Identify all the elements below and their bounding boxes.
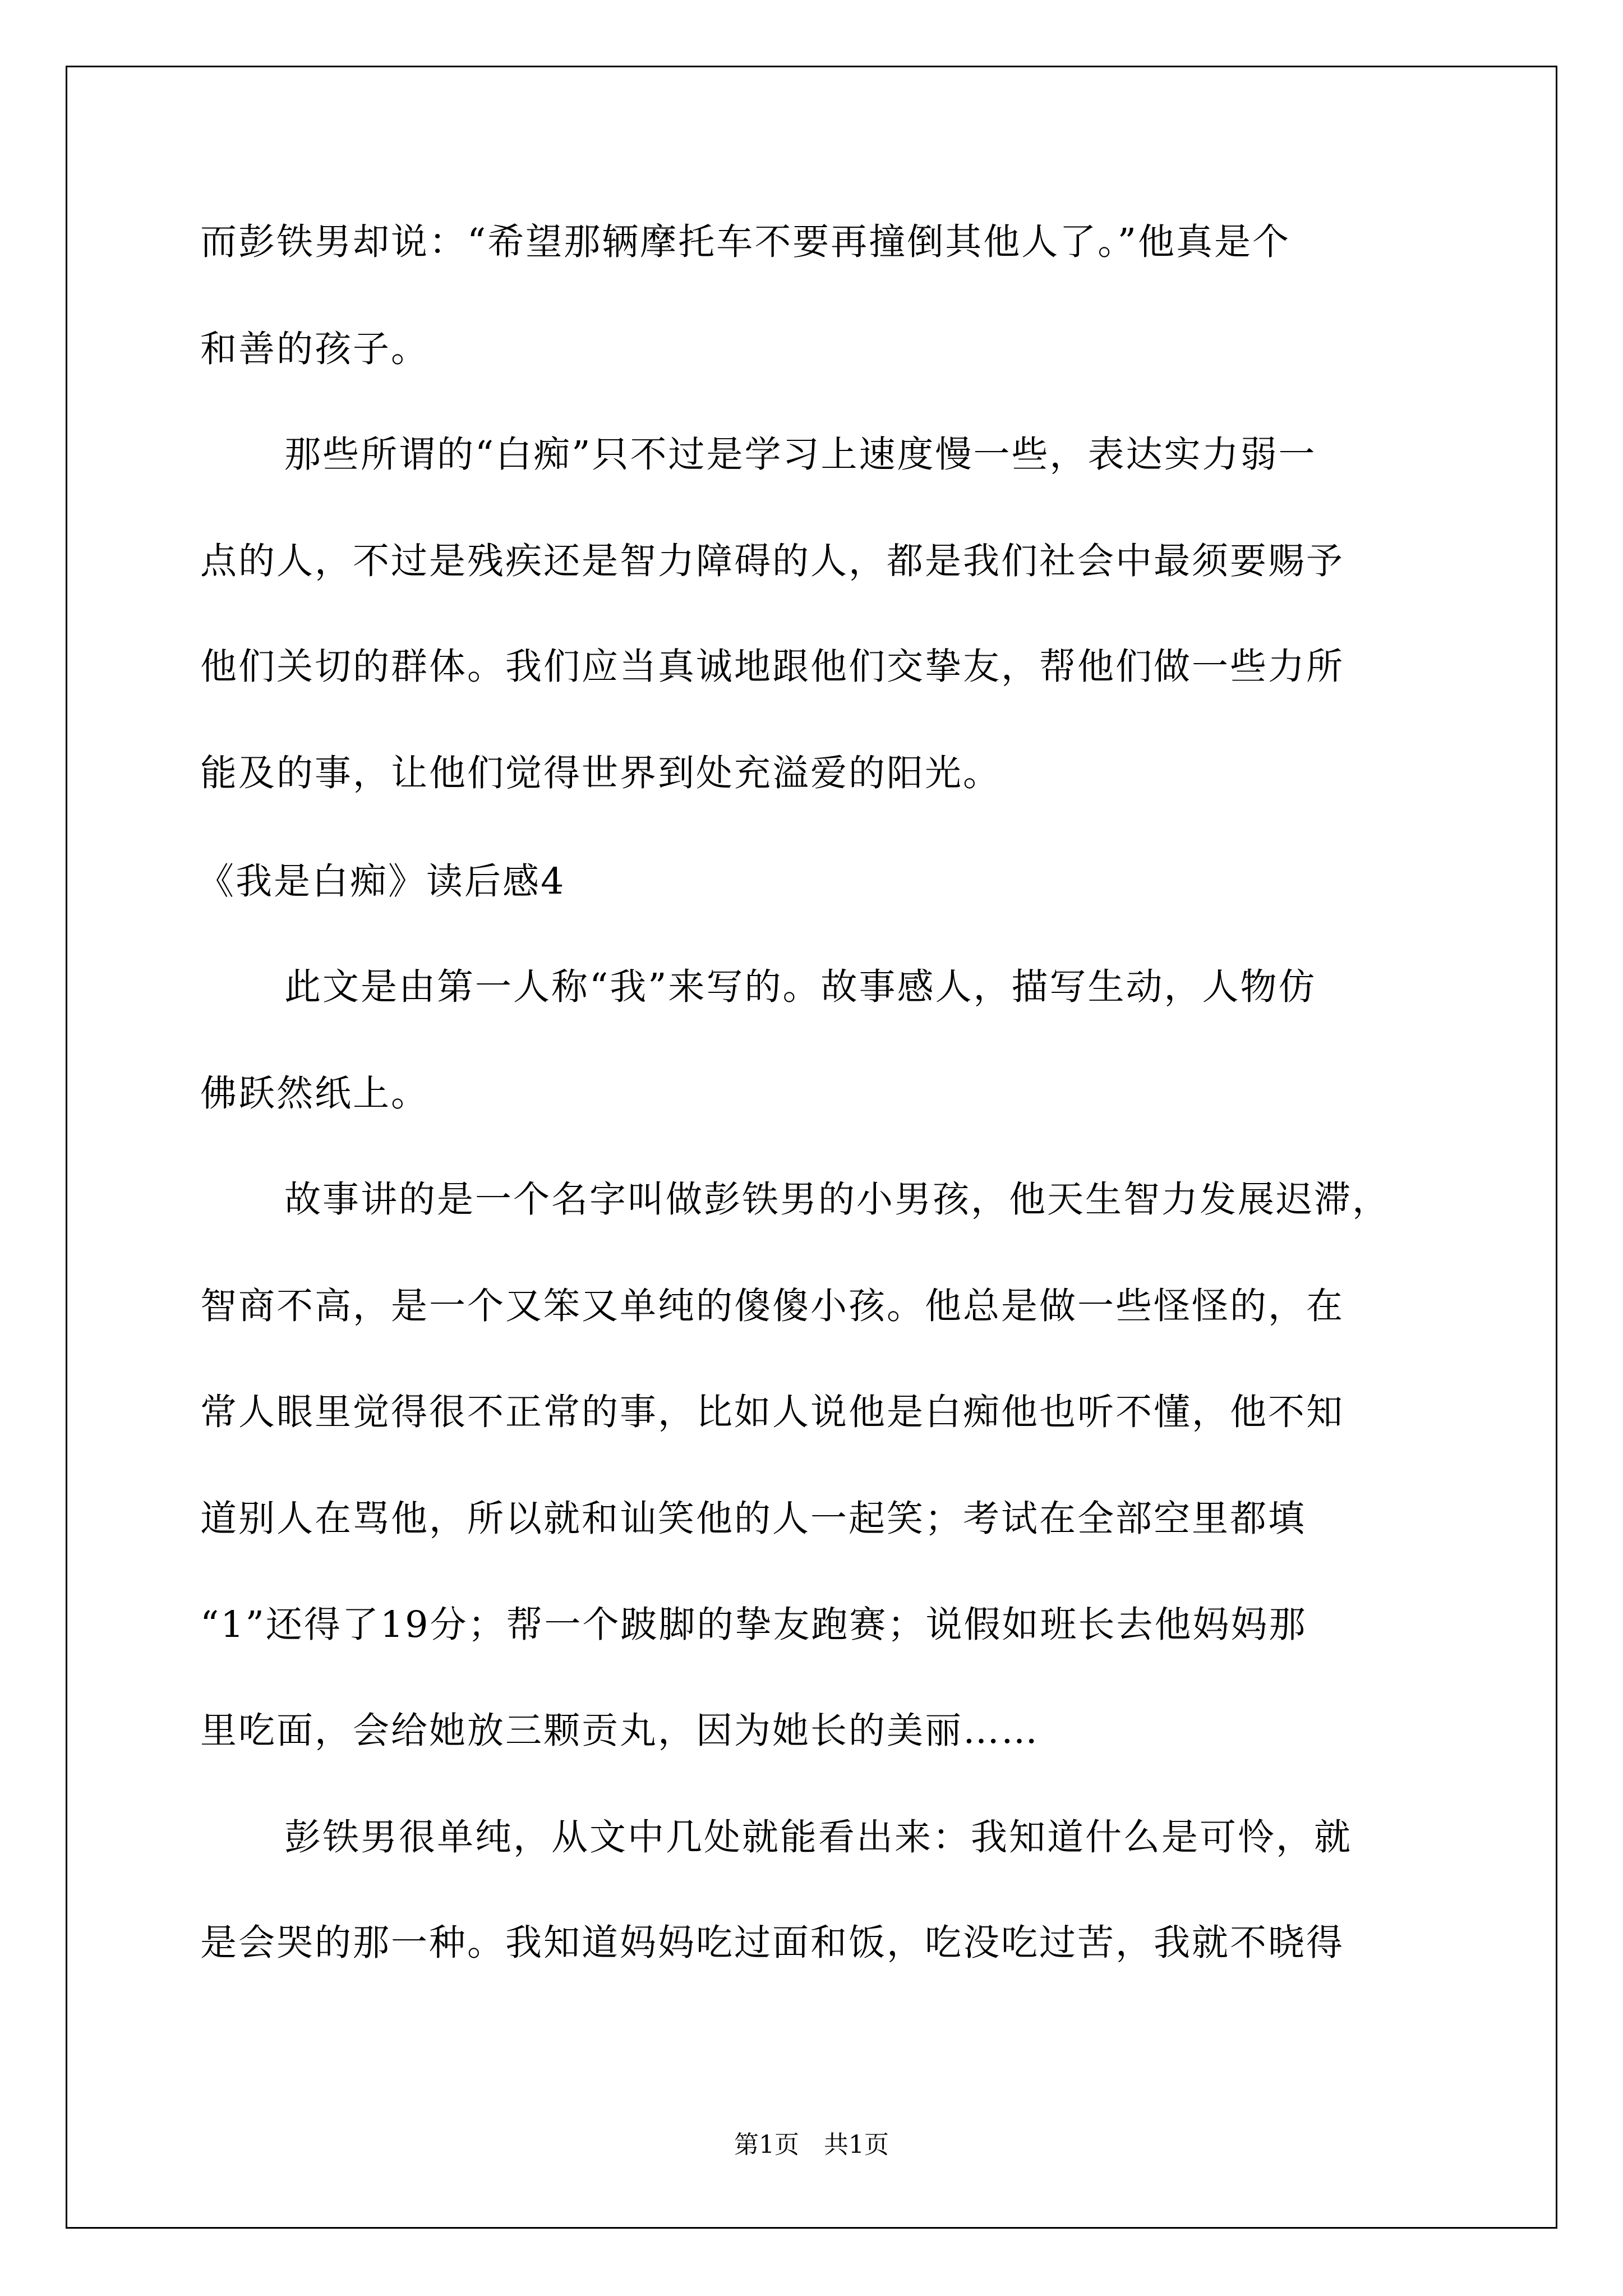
body-line: 是会哭的那一种。我知道妈妈吃过面和饭，吃没吃过苦，我就不晓得 [200,1922,1345,1964]
page-border [66,66,1557,2229]
body-line: 常人眼里觉得很不正常的事，比如人说他是白痴他也听不懂，他不知 [200,1391,1345,1433]
section-heading: 《我是白痴》读后感4 [197,861,566,903]
body-line: 智商不高，是一个又笨又单纯的傻傻小孩。他总是做一些怪怪的，在 [200,1285,1345,1327]
body-line: 佛跃然纸上。 [200,1073,430,1115]
body-line: 而彭铁男却说：“希望那辆摩托车不要再撞倒其他人了。”他真是个 [200,221,1290,263]
paragraph-start-line: 那些所谓的“白痴”只不过是学习上速度慢一些，表达实力弱一 [284,434,1317,476]
paragraph-start-line: 此文是由第一人称“我”来写的。故事感人，描写生动，人物仿 [284,966,1317,1008]
paragraph-start-line: 故事讲的是一个名字叫做彭铁男的小男孩，他天生智力发展迟滞， [284,1179,1391,1221]
body-line: 点的人，不过是残疾还是智力障碍的人，都是我们社会中最须要赐予 [200,540,1345,582]
body-line: 和善的孩子。 [200,328,430,370]
body-line: 他们关切的群体。我们应当真诚地跟他们交挚友，帮他们做一些力所 [200,646,1345,688]
body-line: 能及的事，让他们觉得世界到处充溢爱的阳光。 [200,752,1002,794]
body-line: “1”还得了19分；帮一个跛脚的挚友跑赛；说假如班长去他妈妈那 [200,1604,1307,1646]
body-line: 里吃面，会给她放三颗贡丸，因为她长的美丽…… [200,1710,1040,1752]
paragraph-start-line: 彭铁男很单纯，从文中几处就能看出来：我知道什么是可怜，就 [284,1816,1353,1858]
page-number-footer: 第1页 共1页 [734,2131,889,2159]
body-line: 道别人在骂他，所以就和讪笑他的人一起笑；考试在全部空里都填 [200,1498,1307,1540]
